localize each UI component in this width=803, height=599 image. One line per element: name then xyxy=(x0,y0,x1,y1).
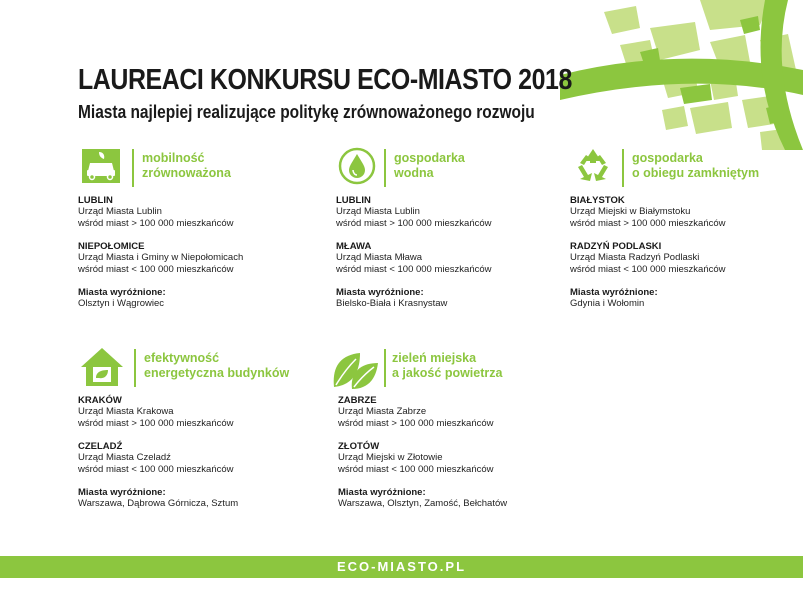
winner-entry xyxy=(336,241,576,275)
city-name: ZABRZE xyxy=(338,395,377,406)
winner-entry xyxy=(570,241,803,275)
office-name: Urząd Miasta Mława xyxy=(336,252,423,263)
city-name: ZŁOTÓW xyxy=(338,441,380,452)
size-group: wśród miast > 100 000 mieszkańców xyxy=(570,217,726,229)
honorable-heading: Miasta wyróżnione: xyxy=(336,287,424,298)
winner-entry xyxy=(78,395,318,429)
category-circular-economy xyxy=(570,145,803,309)
office-name: Urząd Miejski w Złotowie xyxy=(338,452,443,463)
honorable-heading: Miasta wyróżnione: xyxy=(338,487,426,498)
office-name: Urząd Miasta Lublin xyxy=(336,206,420,217)
winners-list xyxy=(78,395,318,510)
winners-list xyxy=(78,195,318,310)
page-subtitle: Miasta najlepiej realizujące politykę zrównoważonego rozwoju xyxy=(78,102,535,122)
category-label: efektywność energetyczna budynków xyxy=(144,351,290,380)
city-name: CZELADŹ xyxy=(78,441,123,452)
page-title: LAUREACI KONKURSU ECO-MIASTO 2018 xyxy=(78,64,572,96)
office-name: Urząd Miasta Krakowa xyxy=(78,406,174,417)
office-name: Urząd Miasta Czeladź xyxy=(78,452,171,463)
footer-bar xyxy=(0,556,803,578)
city-name: LUBLIN xyxy=(336,195,371,206)
winner-entry xyxy=(78,241,318,275)
winners-list xyxy=(338,395,578,510)
category-divider xyxy=(622,149,624,187)
category-label: zieleń miejska a jakość powietrza xyxy=(392,351,503,380)
category-mobility xyxy=(78,145,318,309)
city-name: BIAŁYSTOK xyxy=(570,195,625,206)
footer-website[interactable]: ECO-MIASTO.PL xyxy=(336,559,467,574)
category-urban-greenery xyxy=(330,345,570,509)
category-divider xyxy=(384,349,386,387)
honorable-cities: Warszawa, Olsztyn, Zamość, Bełchatów xyxy=(338,498,508,509)
size-group: wśród miast > 100 000 mieszkańców xyxy=(336,217,492,229)
city-name: RADZYŃ PODLASKI xyxy=(570,241,662,252)
office-name: Urząd Miejski w Białymstoku xyxy=(570,206,691,217)
category-label: mobilność zrównoważona xyxy=(142,151,231,180)
category-divider xyxy=(384,149,386,187)
winner-entry xyxy=(78,195,318,229)
size-group: wśród miast < 100 000 mieszkańców xyxy=(78,263,234,275)
size-group: wśród miast > 100 000 mieszkańców xyxy=(78,417,234,429)
size-group: wśród miast > 100 000 mieszkańców xyxy=(338,417,494,429)
car-icon xyxy=(78,145,124,187)
office-name: Urząd Miasta Zabrze xyxy=(338,406,427,417)
water-drop-icon xyxy=(336,145,378,187)
honorable-cities: Warszawa, Dąbrowa Górnicza, Sztum xyxy=(78,498,239,509)
category-energy-efficiency xyxy=(78,345,318,509)
winners-list xyxy=(570,195,803,310)
category-water xyxy=(336,145,576,309)
winner-entry xyxy=(78,441,318,475)
recycle-icon xyxy=(570,145,616,187)
office-name: Urząd Miasta Lublin xyxy=(78,206,162,217)
winners-list xyxy=(336,195,576,310)
category-divider xyxy=(134,349,136,387)
honorable-heading: Miasta wyróżnione: xyxy=(78,487,166,498)
honorable-heading: Miasta wyróżnione: xyxy=(78,287,166,298)
honorable-heading: Miasta wyróżnione: xyxy=(570,287,658,298)
winner-entry xyxy=(338,395,578,429)
city-name: MŁAWA xyxy=(336,241,372,252)
category-divider xyxy=(132,149,134,187)
eco-house-icon xyxy=(78,345,126,389)
size-group: wśród miast < 100 000 mieszkańców xyxy=(338,463,494,475)
honorable-cities: Olsztyn i Wągrowiec xyxy=(78,298,165,309)
size-group: wśród miast > 100 000 mieszkańców xyxy=(78,217,234,229)
size-group: wśród miast < 100 000 mieszkańców xyxy=(570,263,726,275)
category-label: gospodarka wodna xyxy=(394,151,465,180)
honorable-cities: Bielsko-Biała i Krasnystaw xyxy=(336,298,448,309)
office-name: Urząd Miasta Radzyń Podlaski xyxy=(570,252,700,263)
city-name: LUBLIN xyxy=(78,195,113,206)
winner-entry xyxy=(336,195,576,229)
honorable-cities: Gdynia i Wołomin xyxy=(570,298,645,309)
city-name: KRAKÓW xyxy=(78,395,122,406)
winner-entry xyxy=(570,195,803,229)
size-group: wśród miast < 100 000 mieszkańców xyxy=(336,263,492,275)
office-name: Urząd Miasta i Gminy w Niepołomicach xyxy=(78,252,244,263)
city-name: NIEPOŁOMICE xyxy=(78,241,145,252)
leaves-icon xyxy=(330,345,380,391)
city-map-graphic xyxy=(560,0,803,150)
winner-entry xyxy=(338,441,578,475)
category-label: gospodarka o obiegu zamkniętym xyxy=(632,151,760,180)
size-group: wśród miast < 100 000 mieszkańców xyxy=(78,463,234,475)
